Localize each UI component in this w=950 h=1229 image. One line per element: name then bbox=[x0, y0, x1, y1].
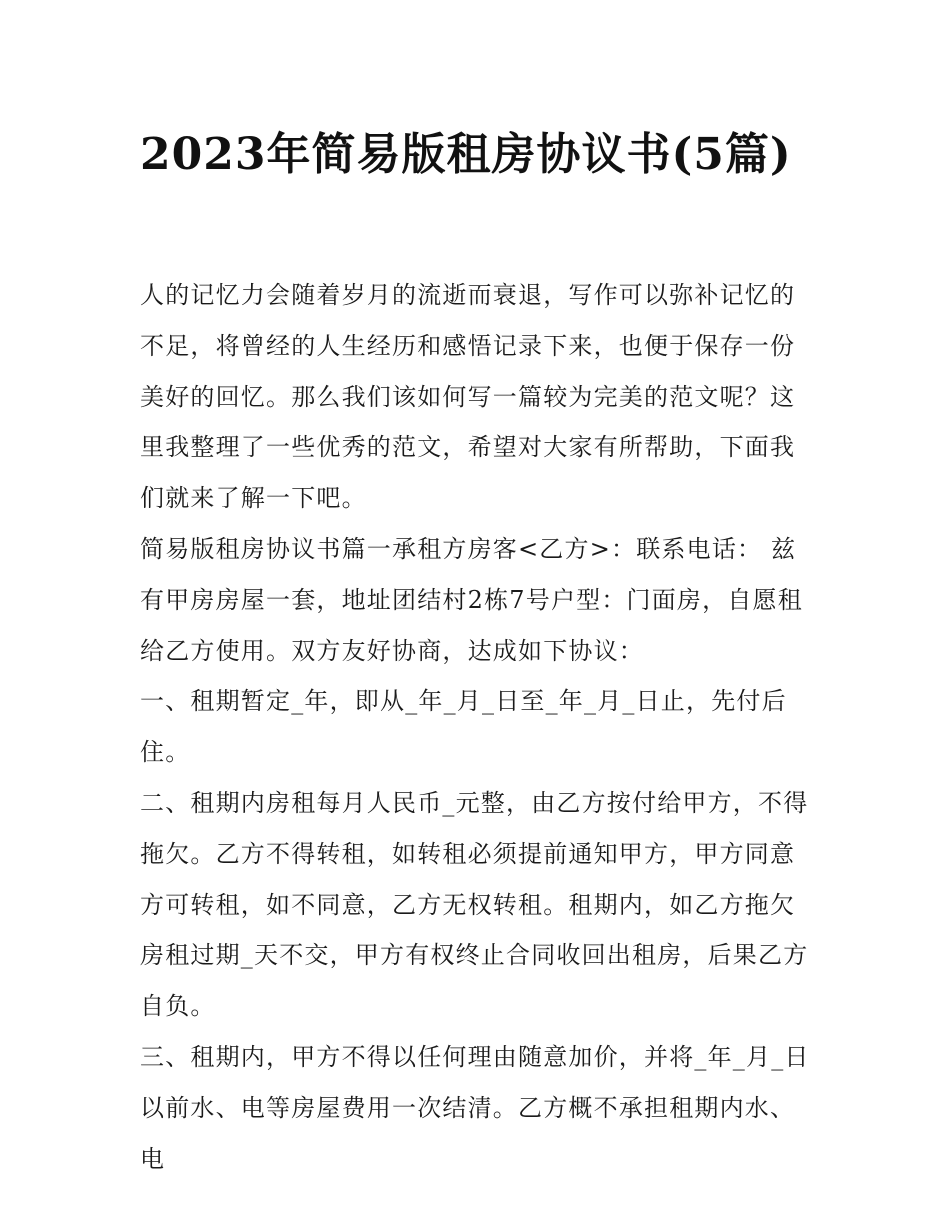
document-body bbox=[140, 270, 812, 1184]
document-title: 2023年简易版租房协议书(5篇) bbox=[140, 129, 792, 180]
clause-1-paragraph: 一、租期暂定_年，即从_年_月_日至_年_月_日止，先付后住。 bbox=[140, 687, 787, 767]
clause-2-paragraph: 二、租期内房租每月人民币_元整，由乙方按付给甲方，不得拖欠。乙方不得转租，如转租必须提前通知甲方，甲方同意方可转租，如不同意，乙方无权转租。租期内，如乙方拖欠房租过期_天不交，甲方有权终止合同收回出租房，后果乙方自负。 bbox=[140, 788, 809, 1021]
intro-paragraph: 人的记忆力会随着岁月的流逝而衰退，写作可以弥补记忆的不足，将曾经的人生经历和感悟记录下来，也便于保存一份美好的回忆。那么我们该如何写一篇较为完美的范文呢？这里我整理了一些优秀的范文，希望对大家有所帮助，下面我们就来了解一下吧。 bbox=[140, 281, 796, 513]
agreement-intro-paragraph: 简易版租房协议书篇一承租方房客<乙方>：联系电话： 兹有甲房房屋一套，地址团结村2栋7号户型：门面房，自愿租给乙方使用。双方友好协商，达成如下协议： bbox=[140, 534, 803, 665]
clause-3-paragraph: 三、租期内，甲方不得以任何理由随意加价，并将_年_月_日以前水、电等房屋费用一次结清。乙方概不承担租期内水、电 bbox=[140, 1042, 810, 1173]
